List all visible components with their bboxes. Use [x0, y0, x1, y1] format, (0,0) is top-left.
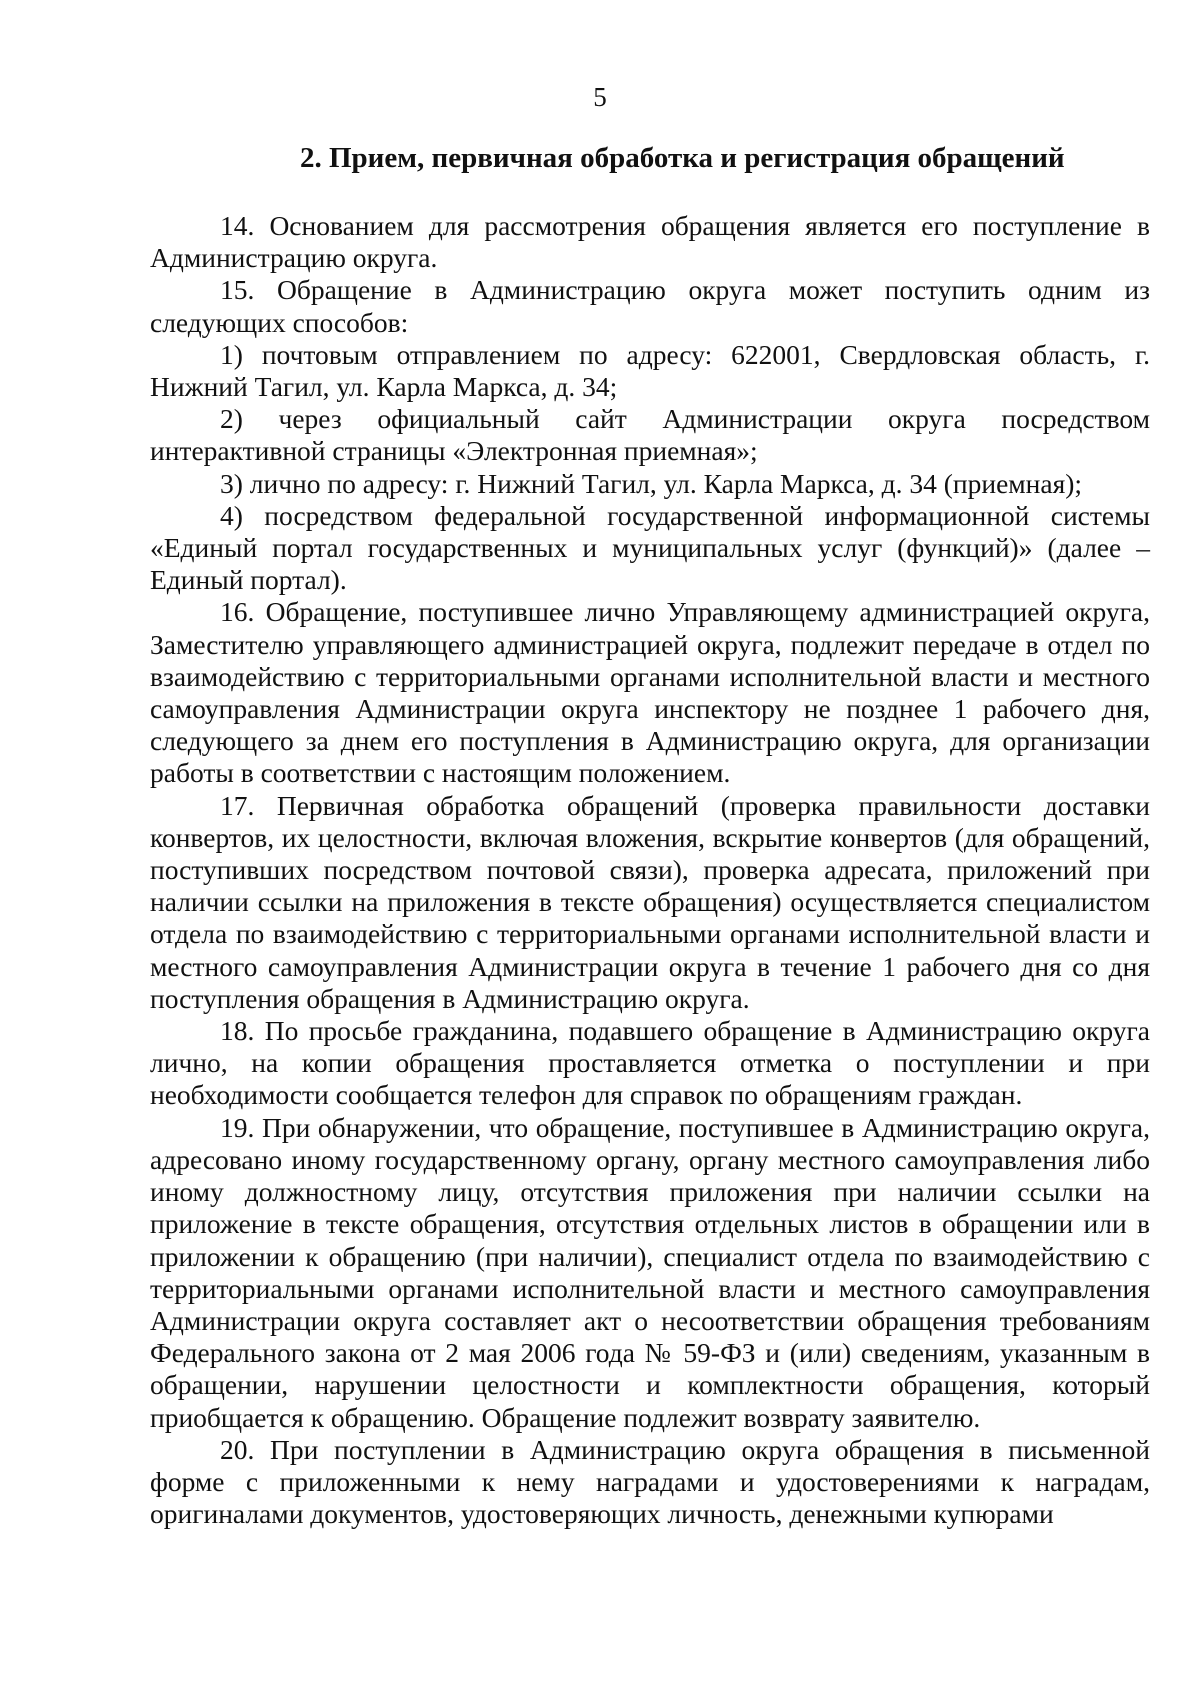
paragraph-17: 17. Первичная обработка обращений (проверка правильности доставки конвертов, их целостности, включая вложения, вскрытие конвертов (для обращений, поступивших посредством почтовой связи), проверка адресата, приложений при наличии ссылки на приложения в тексте обращения) осуществляется специалистом отдела по взаимодействию с территориальными органами исполнительной власти и местного самоуправления Администрации округа в течение 1 рабочего дня со дня поступления обращения в Администрацию округа. — [150, 789, 1150, 1014]
paragraph-15: 15. Обращение в Администрацию округа может поступить одним из следующих способов: — [150, 274, 1150, 338]
list-item-1: 1) почтовым отправлением по адресу: 622001, Свердловская область, г. Нижний Тагил, ул. Карла Маркса, д. 34; — [150, 338, 1150, 403]
paragraph-16: 16. Обращение, поступившее лично Управляющему администрацией округа, Заместителю управляющего администрацией округа, подлежит передаче в отдел по взаимодействию с территориальными органами исполнительной власти и местного самоуправления Администрации округа инспектору не позднее 1 рабочего дня, следующего за днем его поступления в Администрацию округа, для организации работы в соответствии с настоящим положением. — [150, 596, 1150, 789]
paragraph-20: 20. При поступлении в Администрацию округа обращения в письменной форме с приложенными к нему наградами и удостоверениями к наградам, оригиналами документов, удостоверяющих личность, денежными купюрами — [150, 1433, 1150, 1530]
list-item-4: 4) посредством федеральной государственной информационной системы «Единый портал государственных и муниципальных услуг (функций)» (далее – Единый портал). — [150, 499, 1150, 596]
page-number: 5 — [593, 82, 607, 112]
paragraph-18: 18. По просьбе гражданина, подавшего обращение в Администрацию округа лично, на копии обращения проставляется отметка о поступлении и при необходимости сообщается телефон для справок по обращениям граждан. — [150, 1015, 1150, 1111]
body-text — [150, 210, 1150, 1530]
section-title: 2. Прием, первичная обработка и регистрация обращений — [300, 142, 1065, 174]
list-item-3: 3) лично по адресу: г. Нижний Тагил, ул. Карла Маркса, д. 34 (приемная); — [220, 467, 1083, 499]
paragraph-14: 14. Основанием для рассмотрения обращения является его поступление в Администрацию округа. — [150, 210, 1150, 274]
list-item-2: 2) через официальный сайт Администрации округа посредством интерактивной страницы «Электронная приемная»; — [150, 403, 1150, 467]
paragraph-19: 19. При обнаружении, что обращение, поступившее в Администрацию округа, адресовано иному государственному органу, органу местного самоуправления либо иному должностному лицу, отсутствия приложения при наличии ссылки на приложение в тексте обращения, отсутствия отдельных листов в обращении или в приложении к обращению (при наличии), специалист отдела по взаимодействию с территориальными органами исполнительной власти и местного самоуправления Администрации округа составляет акт о несоответствии обращения требованиям Федерального закона от 2 мая 2006 года № 59-ФЗ и (или) сведениям, указанным в обращении, нарушении целостности и комплектности обращения, который приобщается к обращению. Обращение подлежит возврату заявителю. — [150, 1111, 1150, 1433]
